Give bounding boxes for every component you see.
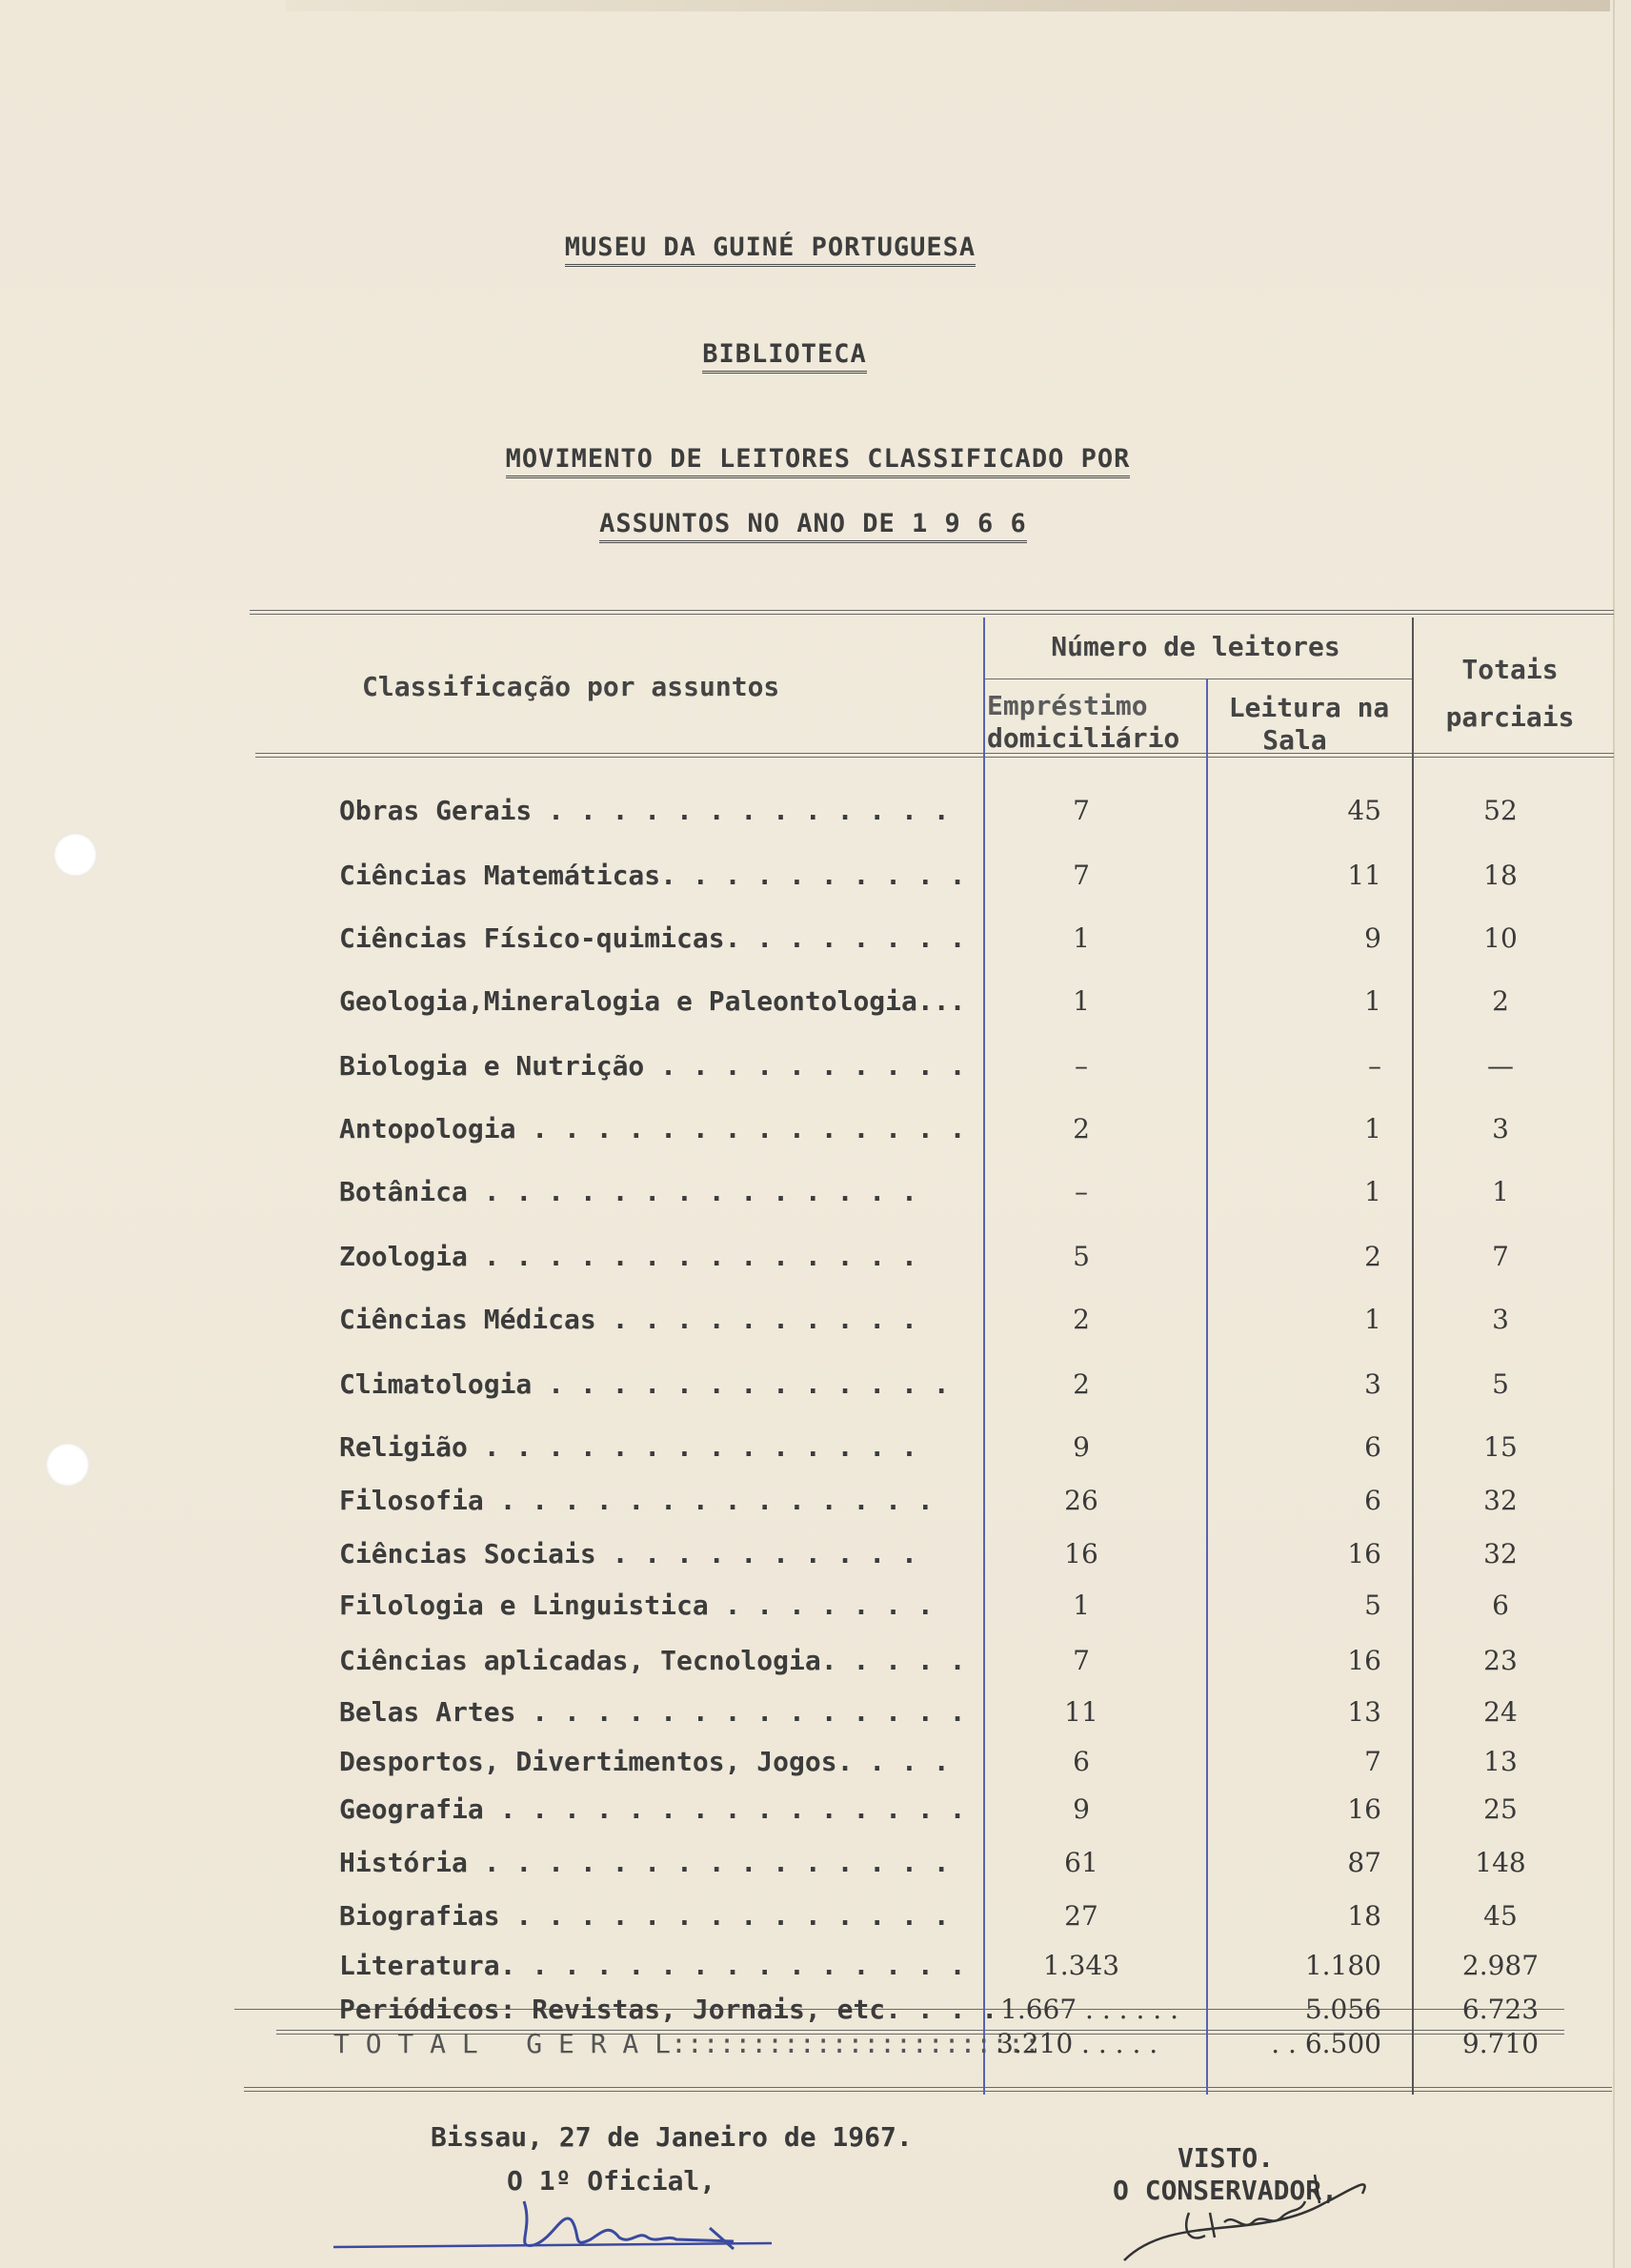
table-row bbox=[0, 1538, 1626, 1576]
row-room: 1 bbox=[1364, 1176, 1381, 1207]
row-subject: Ciências aplicadas, Tecnologia. . . . . bbox=[339, 1645, 966, 1676]
total-header-line1: Totais bbox=[1461, 654, 1559, 685]
room-header-line1: Leitura na bbox=[1228, 692, 1390, 723]
row-loan: 7 bbox=[1073, 795, 1090, 826]
row-room: 6 bbox=[1364, 1431, 1381, 1463]
row-loan: 6 bbox=[1073, 1746, 1090, 1777]
row-total: 2 bbox=[1492, 985, 1509, 1017]
row-room: 7 bbox=[1364, 1746, 1381, 1777]
row-loan: 7 bbox=[1073, 1645, 1090, 1676]
row-subject: Antopologia . . . . . . . . . . . . . . bbox=[339, 1113, 966, 1144]
row-subject: Geologia,Mineralogia e Paleontologia... bbox=[339, 985, 966, 1017]
row-total: 2.987 bbox=[1461, 1950, 1540, 1981]
row-loan: – bbox=[1075, 1176, 1088, 1207]
row-total: 23 bbox=[1483, 1645, 1518, 1676]
table-row bbox=[0, 1113, 1626, 1151]
row-room: 18 bbox=[1347, 1900, 1381, 1932]
row-loan: – bbox=[1075, 1050, 1088, 1082]
row-room: 2 bbox=[1364, 1241, 1381, 1272]
row-room: 16 bbox=[1347, 1793, 1381, 1825]
row-subject: Filosofia . . . . . . . . . . . . . . bbox=[339, 1485, 934, 1516]
row-loan: 2 bbox=[1073, 1304, 1090, 1335]
row-subject: Ciências Físico-quimicas. . . . . . . . bbox=[339, 922, 966, 954]
table-row bbox=[0, 1485, 1626, 1523]
row-loan: 16 bbox=[1064, 1538, 1098, 1569]
row-room: 16 bbox=[1347, 1645, 1381, 1676]
table-row bbox=[0, 1746, 1626, 1784]
place-date: Bissau, 27 de Janeiro de 1967. bbox=[431, 2121, 913, 2153]
subject-column-header: Classificação por assuntos bbox=[362, 671, 780, 702]
table-row bbox=[0, 1950, 1626, 1988]
table-row bbox=[0, 1241, 1626, 1279]
table-row bbox=[0, 1696, 1626, 1734]
row-total: 13 bbox=[1483, 1746, 1518, 1777]
row-loan: 26 bbox=[1064, 1485, 1098, 1516]
row-total: 32 bbox=[1483, 1485, 1518, 1516]
row-total: 5 bbox=[1492, 1368, 1509, 1400]
institution-heading: MUSEU DA GUINÉ PORTUGUESA bbox=[0, 233, 1583, 267]
row-subject: Geografia . . . . . . . . . . . . . . . bbox=[339, 1793, 966, 1825]
room-header-line2: Sala bbox=[1262, 724, 1327, 756]
row-total: 18 bbox=[1483, 860, 1518, 891]
row-subject: Obras Gerais . . . . . . . . . . . . . bbox=[339, 795, 950, 826]
row-subject: Biologia e Nutrição . . . . . . . . . . bbox=[339, 1050, 966, 1082]
table-bottom-rule bbox=[244, 2087, 1612, 2092]
row-room: 9 bbox=[1364, 922, 1381, 954]
row-subject: História . . . . . . . . . . . . . . . bbox=[339, 1847, 950, 1878]
table-row bbox=[0, 1050, 1626, 1088]
row-subject: Periódicos: Revistas, Jornais, etc. . . . bbox=[339, 1994, 998, 2025]
total-total: 9.710 bbox=[1461, 2028, 1540, 2059]
table-row bbox=[0, 1590, 1626, 1628]
visto-label: VISTO. bbox=[1178, 2142, 1275, 2174]
row-loan: 1.667 . . . . . . bbox=[1000, 1994, 1178, 2025]
row-room: 1 bbox=[1364, 985, 1381, 1017]
row-loan: 9 bbox=[1073, 1793, 1090, 1825]
total-row bbox=[0, 2028, 1626, 2066]
table-row bbox=[0, 795, 1626, 833]
row-room: 13 bbox=[1347, 1696, 1381, 1728]
row-loan: 7 bbox=[1073, 860, 1090, 891]
total-room: . . 6.500 bbox=[1271, 2028, 1381, 2059]
row-total: 24 bbox=[1483, 1696, 1518, 1728]
table-row bbox=[0, 1304, 1626, 1342]
row-loan: 27 bbox=[1064, 1900, 1098, 1932]
row-total: — bbox=[1487, 1050, 1514, 1082]
row-loan: 9 bbox=[1073, 1431, 1090, 1463]
title-line-2: ASSUNTOS NO ANO DE 1 9 6 6 bbox=[0, 509, 1626, 543]
row-total: 3 bbox=[1492, 1113, 1509, 1144]
signature-right bbox=[1115, 2156, 1381, 2268]
row-loan: 1 bbox=[1073, 922, 1090, 954]
row-total: 10 bbox=[1483, 922, 1518, 954]
section-heading: BIBLIOTECA bbox=[0, 339, 1598, 374]
row-room: 16 bbox=[1347, 1538, 1381, 1569]
header-bottom-rule bbox=[255, 753, 1614, 758]
loan-header-line2: domiciliário bbox=[987, 722, 1180, 754]
table-top-rule bbox=[250, 610, 1614, 615]
paper-edge-stain bbox=[286, 0, 1610, 11]
row-subject: Climatologia . . . . . . . . . . . . . bbox=[339, 1368, 950, 1400]
row-room: – bbox=[1368, 1050, 1381, 1082]
signature-left bbox=[333, 2182, 791, 2268]
row-subject: Religião . . . . . . . . . . . . . . bbox=[339, 1431, 917, 1463]
row-loan: 2 bbox=[1073, 1113, 1090, 1144]
row-subject: Botânica . . . . . . . . . . . . . . bbox=[339, 1176, 917, 1207]
row-subject: Ciências Médicas . . . . . . . . . . bbox=[339, 1304, 917, 1335]
row-subject: Filologia e Linguistica . . . . . . . bbox=[339, 1590, 934, 1621]
table-row bbox=[0, 1793, 1626, 1832]
table-row bbox=[0, 1900, 1626, 1938]
row-room: 5.056 bbox=[1304, 1994, 1381, 2025]
total-header-line2: parciais bbox=[1445, 701, 1575, 733]
table-row bbox=[0, 1847, 1626, 1885]
table-row bbox=[0, 1994, 1626, 2032]
row-room: 1 bbox=[1364, 1304, 1381, 1335]
signer-right-title: O CONSERVADOR, bbox=[1113, 2175, 1339, 2206]
row-total: 7 bbox=[1492, 1241, 1509, 1272]
row-room: 5 bbox=[1364, 1590, 1381, 1621]
row-subject: Literatura. . . . . . . . . . . . . . . bbox=[339, 1950, 966, 1981]
loan-header-line1: Empréstimo bbox=[987, 690, 1148, 721]
title-line-1: MOVIMENTO DE LEITORES CLASSIFICADO POR bbox=[5, 444, 1631, 478]
readers-group-header: Número de leitores bbox=[1051, 631, 1340, 662]
table-row bbox=[0, 1176, 1626, 1214]
row-total: 148 bbox=[1475, 1847, 1526, 1878]
row-total: 1 bbox=[1492, 1176, 1509, 1207]
row-loan: 11 bbox=[1064, 1696, 1098, 1728]
row-total: 25 bbox=[1483, 1793, 1518, 1825]
row-subject: Desportos, Divertimentos, Jogos. . . . bbox=[339, 1746, 950, 1777]
total-label: T O T A L G E R A L::::::::::::::::::::::: bbox=[333, 2028, 1040, 2059]
row-room: 3 bbox=[1364, 1368, 1381, 1400]
row-room: 45 bbox=[1347, 795, 1381, 826]
row-total: 32 bbox=[1483, 1538, 1518, 1569]
row-subject: Zoologia . . . . . . . . . . . . . . bbox=[339, 1241, 917, 1272]
row-room: 11 bbox=[1347, 860, 1381, 891]
table-row bbox=[0, 860, 1626, 898]
row-subject: Belas Artes . . . . . . . . . . . . . . bbox=[339, 1696, 966, 1728]
row-room: 1.180 bbox=[1304, 1950, 1381, 1981]
row-subject: Biografias . . . . . . . . . . . . . . bbox=[339, 1900, 950, 1932]
table-row bbox=[0, 1368, 1626, 1407]
row-total: 45 bbox=[1483, 1900, 1518, 1932]
table-row bbox=[0, 985, 1626, 1023]
row-subject: Ciências Matemáticas. . . . . . . . . . bbox=[339, 860, 966, 891]
table-row bbox=[0, 1645, 1626, 1683]
table-row bbox=[0, 1431, 1626, 1469]
group-underline bbox=[983, 678, 1412, 679]
row-loan: 1 bbox=[1073, 985, 1090, 1017]
row-total: 6.723 bbox=[1461, 1994, 1540, 2025]
row-room: 87 bbox=[1347, 1847, 1381, 1878]
row-total: 3 bbox=[1492, 1304, 1509, 1335]
row-room: 6 bbox=[1364, 1485, 1381, 1516]
row-total: 52 bbox=[1483, 795, 1518, 826]
total-loan: 3.210 . . . . . bbox=[997, 2028, 1158, 2059]
signer-left-title: O 1º Oficial, bbox=[507, 2165, 716, 2197]
row-total: 15 bbox=[1483, 1431, 1518, 1463]
table-row bbox=[0, 922, 1626, 961]
row-room: 1 bbox=[1364, 1113, 1381, 1144]
row-subject: Ciências Sociais . . . . . . . . . . bbox=[339, 1538, 917, 1569]
row-total: 6 bbox=[1492, 1590, 1509, 1621]
row-loan: 5 bbox=[1073, 1241, 1090, 1272]
row-loan: 1.343 bbox=[1042, 1950, 1120, 1981]
row-loan: 61 bbox=[1064, 1847, 1098, 1878]
row-loan: 2 bbox=[1073, 1368, 1090, 1400]
row-loan: 1 bbox=[1073, 1590, 1090, 1621]
